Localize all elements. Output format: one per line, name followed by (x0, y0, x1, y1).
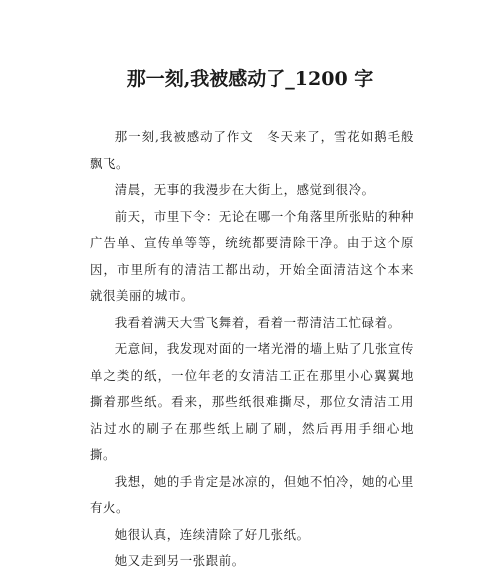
paragraph: 清晨，无事的我漫步在大街上，感觉到很冷。 (114, 182, 375, 197)
document-body (90, 124, 414, 575)
paragraph: 那一刻,我被感动了作文 冬天来了，雪花如鹅毛般飘飞。 (90, 129, 414, 171)
paragraph: 我看着满天大雪飞舞着，看着一帮清洁工忙碌着。 (114, 314, 401, 330)
paragraph: 前天，市里下令：无论在哪一个角落里所张贴的种种广告单、宣传单等等，统统都要清除干净。由于这个原因，市里所有的清洁工都出动，开始全面清洁这个本来就很美丽的城市。 (90, 208, 414, 303)
paragraph: 她又走到另一张跟前。 (114, 553, 245, 568)
paragraph: 我想，她的手肯定是冰凉的，但她不怕冷，她的心里有火。 (90, 473, 414, 515)
paragraph: 无意间，我发现对面的一堵光滑的墙上贴了几张宣传单之类的纸，一位年老的女清洁工正在那里小心翼翼地撕着那些纸。看来，那些纸很难撕尽，那位女清洁工用沾过水的刷子在那些纸上刷了刷，然后再用手细心地撕。 (90, 341, 414, 462)
paragraph: 她很认真，连续清除了好几张纸。 (114, 526, 310, 542)
document-title: 那一刻,我被感动了_1200 字 (126, 68, 374, 90)
